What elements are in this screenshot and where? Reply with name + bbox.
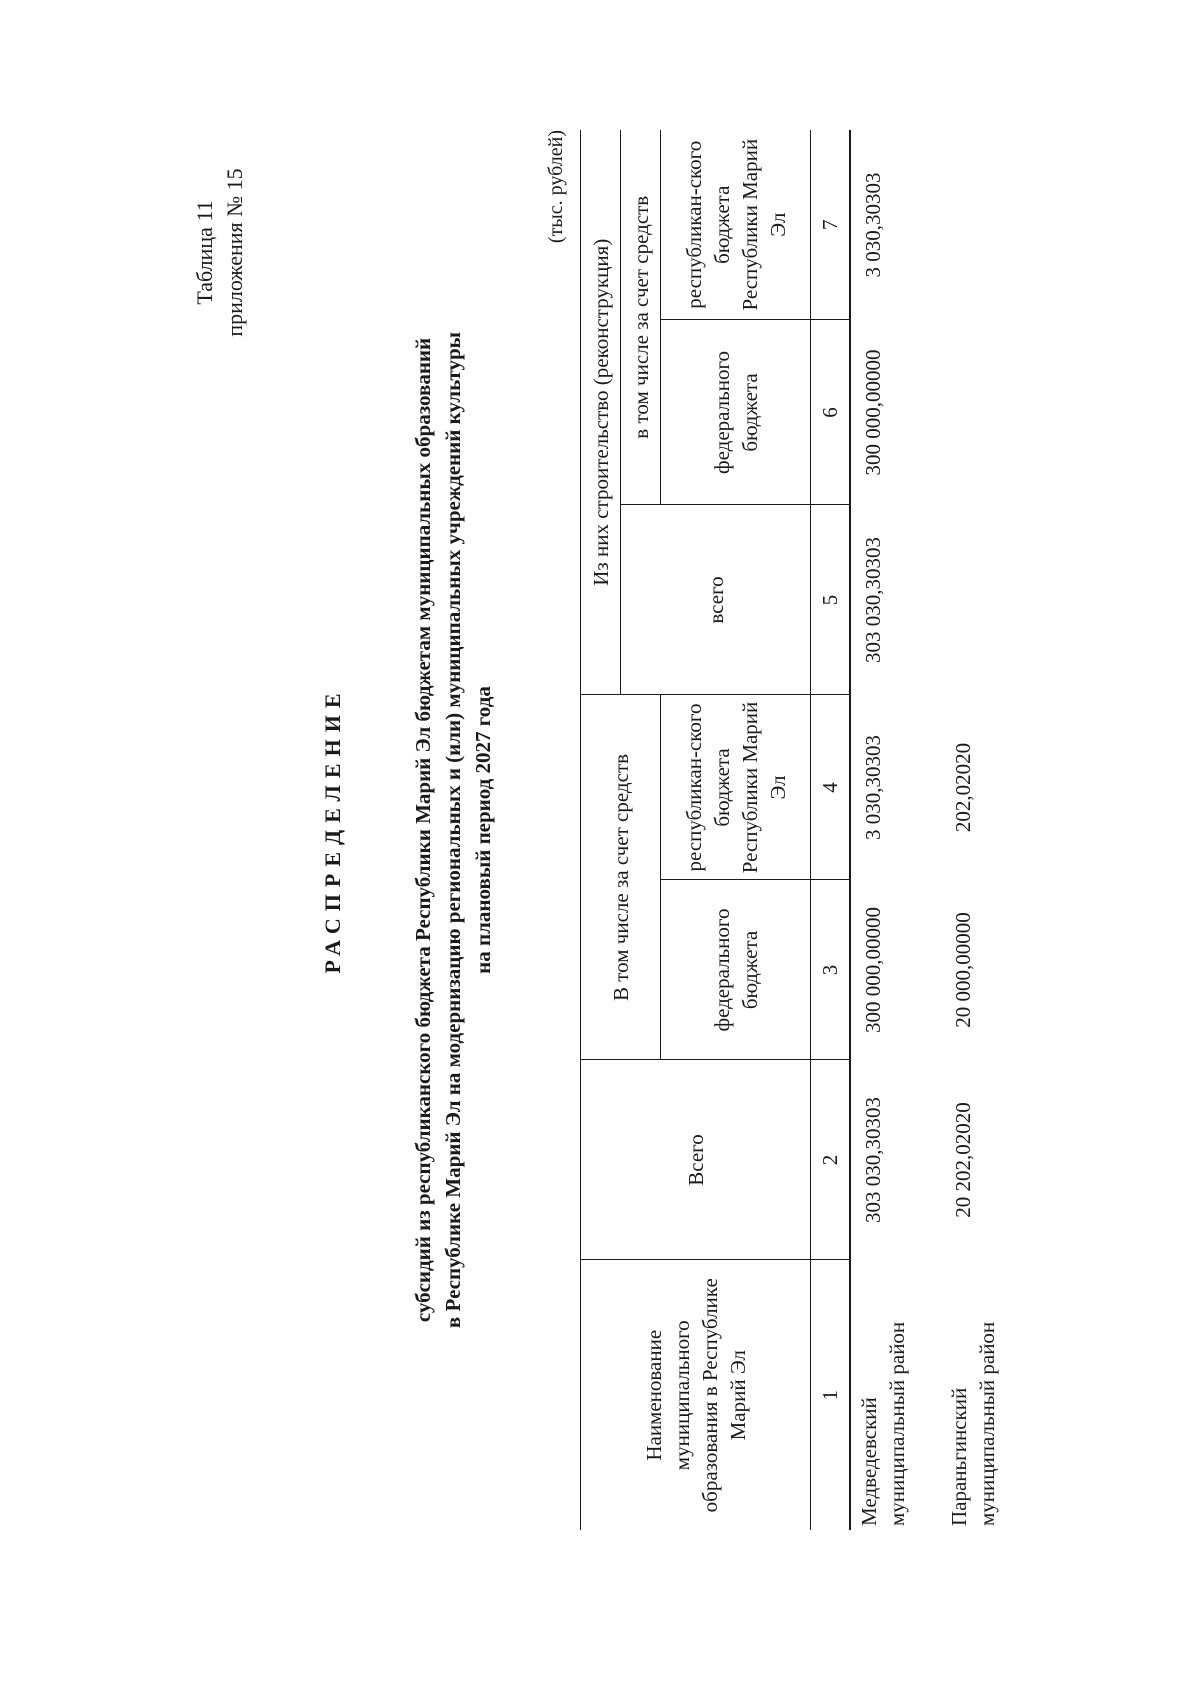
row-municipality-name: Медведевский муниципальный район	[857, 1321, 909, 1526]
table-caption	[190, 130, 250, 375]
column-number: 1	[811, 1260, 851, 1530]
rotated-content	[170, 130, 1130, 1530]
table-row	[850, 130, 941, 1530]
header-of-which-construction: Из них строительство (реконструкция)	[581, 130, 621, 695]
row-municipality-name: Параньгинский муниципальный район	[947, 1321, 999, 1526]
document-title: РАСПРЕДЕЛЕНИЕ	[320, 686, 345, 974]
row-federal: 20 000,00000	[951, 912, 975, 1028]
subtitle-line-2: в Республике Марий Эл на модернизацию региональных и (или) муниципальных учреждений культуры	[441, 331, 465, 1329]
row-federal: 300 000,00000	[861, 907, 885, 1033]
column-number: 4	[811, 695, 851, 880]
row-construction-republic	[941, 130, 1031, 320]
row-construction-republic: 3 030,30303	[861, 172, 885, 278]
caption-appendix: приложения № 15	[222, 168, 247, 337]
distribution-table	[580, 130, 1031, 1530]
caption-table-number: Таблица 11	[192, 200, 217, 305]
row-total: 20 202,02020	[951, 1102, 975, 1218]
header-construction-total: всего	[621, 505, 811, 695]
header-total: Всего	[581, 1060, 811, 1260]
column-number: 6	[811, 320, 851, 505]
row-construction-federal	[941, 320, 1031, 505]
document-subtitle	[408, 230, 498, 1430]
header-construction-republic-budget: республикан-ского бюджета Республики Марий Эл	[661, 130, 811, 320]
header-construction-including-funds: в том числе за счет средств	[621, 130, 661, 505]
row-republic: 3 030,30303	[861, 735, 885, 840]
column-number: 7	[811, 130, 851, 320]
row-republic: 202,02020	[951, 742, 975, 833]
row-construction-federal: 300 000,00000	[861, 349, 885, 476]
header-federal-budget: федерального бюджета	[661, 880, 811, 1060]
row-total: 303 030,30303	[861, 1097, 885, 1223]
row-construction-total: 303 030,30303	[861, 536, 885, 663]
units-note: (тыс. рублей)	[545, 130, 567, 244]
header-municipality-name: Наименование муниципального образования в Республике Марий Эл	[581, 1260, 811, 1530]
subtitle-line-3: на плановый период 2027 года	[471, 686, 495, 974]
column-number: 5	[811, 505, 851, 695]
column-number: 2	[811, 1060, 851, 1260]
subtitle-line-1: субсидий из республиканского бюджета Республики Марий Эл бюджетам муниципальных образований	[411, 337, 435, 1323]
row-construction-total	[941, 505, 1031, 695]
table-row	[941, 130, 1031, 1530]
column-numbers-row	[811, 130, 851, 1530]
column-number: 3	[811, 880, 851, 1060]
header-republic-budget: республикан-ского бюджета Республики Марий Эл	[661, 695, 811, 880]
header-including-funds: В том числе за счет средств	[581, 695, 661, 1060]
header-construction-federal-budget: федерального бюджета	[661, 320, 811, 505]
